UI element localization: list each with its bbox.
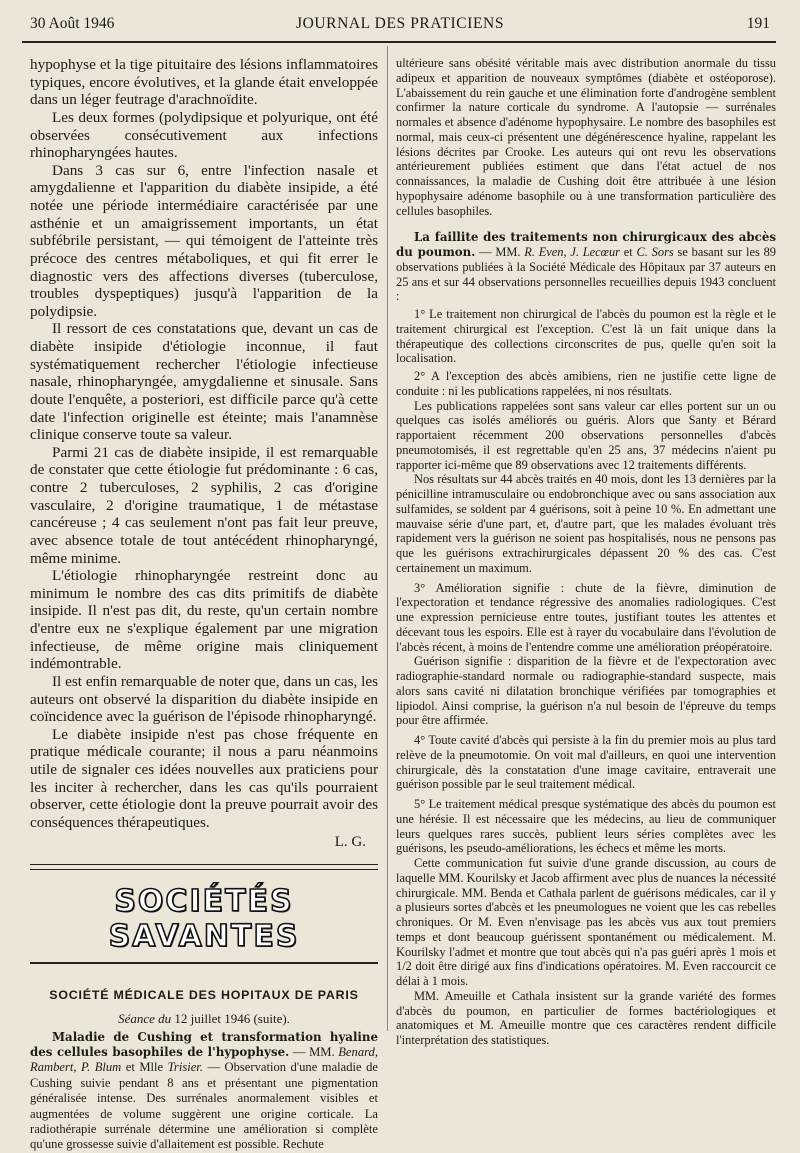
paragraph: 2° A l'exception des abcès amibiens, rien ne justifie cette ligne de conduite : ni les publications rappelées, ni nos résultats. <box>396 369 776 398</box>
article-title: Maladie de Cushing et transformation hyaline des cellules basophiles de l'hypophyse. <box>30 1029 378 1059</box>
article-title: La faillite des traitements non chirurgicaux des abcès du poumon. <box>396 230 776 259</box>
paragraph: 3° Amélioration signifie : chute de la fièvre, diminution de l'expectoration et tendance régressive des anomalies radiologiques. C'est une expression pernicieuse entre toutes, justifiant toutes les attentes et décevant tous les espoirs. Elle est à rayer du vocabulaire dans l'évolution de l'abcès récent, à moins de l'entendre comme une amélioration préopératoire. <box>396 580 776 654</box>
paragraph: MM. Ameuille et Cathala insistent sur la grande variété des formes d'abcès du poumon, en particulier de formes bactériologiques et anatomiques et M. Ameuille montre que ces caractères rendent difficile l'interprétation des statistiques. <box>396 988 776 1047</box>
article-body: — Observation d'une maladie de Cushing suivie pendant 8 ans et présentant une pigmentation généralisée intense. Des surrénales anormalement visibles et augmentées de volume suggèrent une origine corticale. La radiothérapie surrénale détermine une amélioration si complète qu'une grossesse suivie d'allaitement est possible. Rechute <box>30 1060 378 1152</box>
paragraph: Les publications rappelées sont sans valeur car elles portent sur un ou quelques cas isolés améliorés ou guéris. Alors que Santy et Bérard rapportaient récemment 200 observations personnelles d'abcès pneumotomisés, il est regrettable qu'en 25 ans, 37 médecins n'aient pu rapporter ici-même que 89 observations avec 12 traitements différents. <box>396 398 776 472</box>
paragraph: Nos résultats sur 44 abcès traités en 40 mois, dont les 13 dernières par la pénicilline intramusculaire ou endobronchique avec ou sans association aux sulfamides, se soldent par 4 guérisons, soit à peine 10 %. En admettant une mauvaise série d'une part, et, d'autre part, que les malades évoluant très rapidement vers la guérison ne soient pas hospitalisés, nous ne pensons pas que les guérisons extrachirurgicales dépassent 20 % des cas. C'est certainement un maximum. <box>396 472 776 575</box>
left-column <box>30 56 378 1153</box>
article-author-last: C. Sors <box>636 245 674 259</box>
paragraph: 1° Le traitement non chirurgical de l'abcès du poumon est la règle et le traitement chirurgical est l'exception. C'est là un fait unique dans la thérapeutique des collections circonscrites de pus, quelle qu'en soit la localisation. <box>396 307 776 366</box>
running-header <box>30 15 770 37</box>
paragraph: Le diabète insipide n'est pas chose fréquente en pratique médicale courante; il nous a paru néanmoins utile de signaler ces idées nouvelles aux praticiens pour les inciter à rechercher, dans les cas qu'ils pourraient observer, cette étiologie dont la preuve pourrait avoir des conséquences thérapeutiques. <box>30 725 378 831</box>
paragraph: 4° Toute cavité d'abcès qui persiste à la fin du premier mois au plus tard relève de la pneumotomie. On voit mal d'ailleurs, en quoi une intervention chirurgicale, dès la constatation d'une image cavitaire, entraverait une guérison possible par le seul traitement médical. <box>396 733 776 792</box>
paragraph: Cette communication fut suivie d'une grande discussion, au cours de laquelle MM. Kourilsky et Jacob affirment avec plus de nuances la nécessité chirurgicale. MM. Benda et Cathala parlent de guérisons médicales, car il y a plusieurs sortes d'abcès et les pneumologues ne voient que les cas rebelles chroniques. Or M. Even n'envisage pas les abcès vus aux tout premiers temps et dont beaucoup guérissent spontanément ou médicalement. M. Kourilsky l'admet et montre que tout abcès qui n'a pas guéri après 1 mois et 1/2 doit être dirigé aux fins d'indications opératoires. M. Even raccourcit ce délai à 1 mois. <box>396 856 776 988</box>
session-date <box>30 1011 378 1027</box>
paragraph: Les deux formes (polydipsique et polyurique, ont été observées consécutivement aux infections rhinopharyngées hautes. <box>30 108 378 162</box>
article-cushing: Maladie de Cushing et transformation hyaline des cellules basophiles de l'hypophyse. — MM. Benard, Rambert, P. Blum et Mlle Trisier. — Observation d'une maladie de Cushing suivie pendant 8 ans et présentant une pigmentation généralisée intense. Des surrénales anormalement visibles et augmentées de volume suggèrent une origine corticale. La radiothérapie surrénale détermine une amélioration si complète qu'une grossesse suivie d'allaitement est possible. Rechute <box>30 1029 378 1152</box>
double-rule <box>30 864 378 870</box>
article-abces: La faillite des traitements non chirurgicaux des abcès du poumon. — MM. R. Even, J. Lecœur et C. Sors se basant sur les 89 observations publiées à la Société Médicale des Hôpitaux par 37 auteurs en 25 ans et sur 44 observations personnelles recueillies depuis 1943 concluent : <box>396 230 776 304</box>
paragraph: Il ressort de ces constatations que, devant un cas de diabète insipide d'étiologie inconnue, il faut systématiquement rechercher l'étiologie infectieuse nasale, rhinopharyngée, amygdalienne et sinusale. Sans doute l'enquête, a posteriori, est difficile parce qu'à cette date l'infection originelle est éteinte; mais l'anamnèse clinique conserve toute sa valeur. <box>30 320 378 444</box>
paragraph: L'étiologie rhinopharyngée restreint donc au minimum le nombre des cas dits primitifs de diabète insipide. Il n'est pas dit, du reste, qu'un certain nombre d'entre eux ne s'explique également par une migration infectieuse, de même origine mais cliniquement indémontrable. <box>30 567 378 673</box>
column-rule <box>387 46 388 1031</box>
article-authors: R. Even, J. Lecœur <box>524 245 620 259</box>
session-label: Séance du <box>118 1010 172 1026</box>
right-column <box>396 56 776 1048</box>
article-author-last: Trisier. <box>167 1060 203 1075</box>
section-rule <box>30 962 378 964</box>
article-authors: Benard, Rambert, P. Blum <box>30 1044 378 1075</box>
paragraph: 5° Le traitement médical presque systématique des abcès du poumon est une hérésie. Il est nécessaire que les médecins, au lieu de communiquer leurs quelques rares succès, publient leurs séries complètes avec les guérisons, les pseudo-améliorations, les échecs et même les morts. <box>396 797 776 856</box>
society-heading: SOCIÉTÉ MÉDICALE DES HOPITAUX DE PARIS <box>49 987 359 1002</box>
issue-date: 30 Août 1946 <box>30 15 115 32</box>
journal-title: JOURNAL DES PRATICIENS <box>295 15 505 32</box>
paragraph: Guérison signifie : disparition de la fièvre et de l'expectoration avec radiographie-standard normale ou radiographie-standard suspecte, mais alors sans cavité ni dilatation bronchique vérifiées par tomographies et lipiodol. Ainsi comprise, la guérison n'a nul besoin de l'épreuve du temps pour être affirmée. <box>396 654 776 728</box>
paragraph: Dans 3 cas sur 6, entre l'infection nasale et amygdalienne et l'apparition du diabète insipide, a été notée une période intermédiaire caractérisée par une asthénie et un amaigrissement importants, un état subfébrile persistant, — qui témoigent de l'atteinte très précoce des centres métaboliques, et qui fit errer le diagnostic vers des affections diverses (tuberculose, troubles dyspeptiques) jusqu'à l'apparition de la polydipsie. <box>30 161 378 320</box>
section-banner: SOCIÉTÉS SAVANTES <box>108 883 300 954</box>
session-date-value: 12 juillet 1946 (suite). <box>174 1010 290 1026</box>
paragraph: ultérieure sans obésité véritable mais avec distribution anormale du tissu adipeux et apparition de nouveaux symptômes (diabète et ostéoporose). L'abaissement du rein gauche et une élimination forte d'androgène semblent confirmer la nature corticale du syndrome. A l'autopsie — surrénales normales et absence d'adénome hypophysaire. Le nombre des basophiles est normal, mais ceux-ci présentent une dégénérescence hyaline, rappelant les lésions décrites par Crooke. Les auteurs qui ont revu les observations antérieurement publiées estiment que dans l'état actuel de nos connaissances, la maladie de Cushing doit être attribuée à une lésion hypophysaire adénome basophile ou à une transformation particulière des cellules basophiles. <box>396 56 776 218</box>
header-rule <box>22 41 776 43</box>
paragraph: Parmi 21 cas de diabète insipide, il est remarquable de constater que cette étiologie fut prédominante : 6 cas, contre 2 tuberculoses, 2 syphilis, 2 cas d'origine vasculaire, 2 d'origine traumatique, 1 de métastase cancéreuse ; 4 cas seulement n'ont pas fait leur preuve, avec absence totale de tout antécédent rhinopharyngé, même minime. <box>30 443 378 567</box>
page-number: 191 <box>746 15 770 32</box>
paragraph: hypophyse et la tige pituitaire des lésions inflammatoires typiques, encore évolutives, et la glande était enveloppée dans un léger feutrage d'arachnoïdite. <box>30 56 378 109</box>
article-body: se basant sur les 89 observations publiées à la Société Médicale des Hôpitaux par 37 auteurs en 25 ans et sur 44 observations personnelles recueillies depuis 1943 concluent : <box>396 245 776 304</box>
article-signature: L. G. <box>334 833 366 850</box>
paragraph: Il est enfin remarquable de noter que, dans un cas, les auteurs ont observé la disparition du diabète insipide en coïncidence avec la guérison de l'épisode rhinopharyngé. <box>30 672 378 726</box>
